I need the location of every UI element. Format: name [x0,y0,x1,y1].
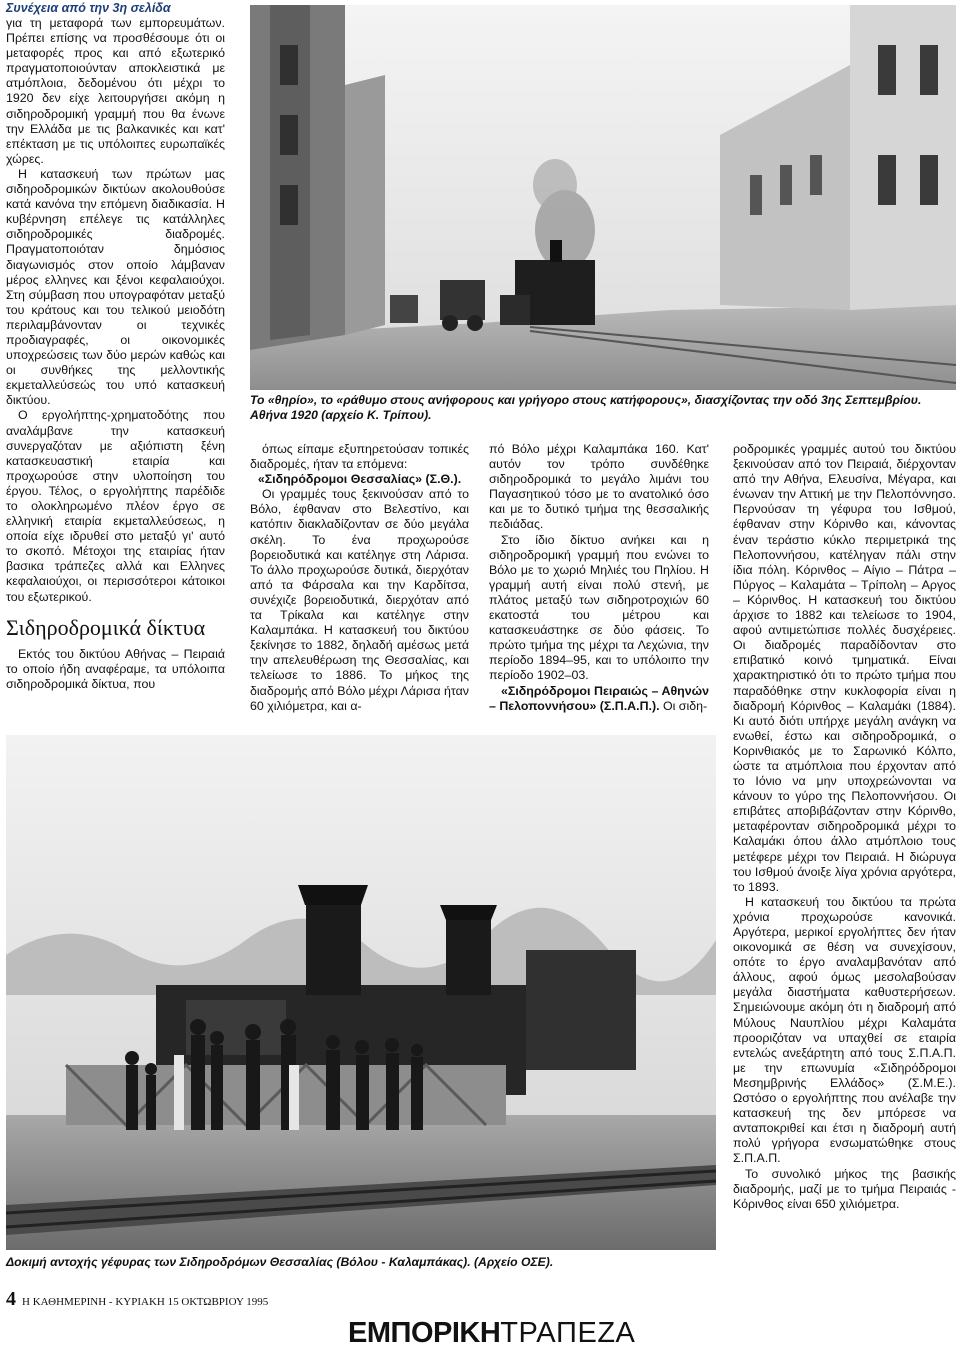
page-footer [6,1288,268,1311]
paragraph: «Σιδηρόδρομοι Πειραιώς – Αθηνών – Πελοποννήσου» (Σ.Π.Α.Π.). Οι σιδη- [489,683,709,713]
article-column-2 [250,442,469,727]
bridge-test-illustration [6,735,716,1250]
paragraph: Ο εργολήπτης-χρηματοδότης που αναλάμβανε την κατασκευή συνεργαζόταν με αξιόπιστη ξένη κατασκευαστική εταιρία και προχωρούσε στην υλοποίηση του έργου. Τέλος, ο εργολήπτης παρέδιδε το ολοκληρωμένο πλέον έργο σε ελληνική εταιρία εκμεταλλεύσεως, η οποία είχε ιδρυθεί στο μεταξύ γι' αυτό το σκοπό. Μέτοχοι της εταιρίας ήταν βασικα τράπεζες αλλά και Ελληνες κεφαλαιούχοι, οι περισσότεροι κάτοικοι του εξωτερικού. [6,408,225,604]
logo-light-part: ΤΡΑΠΕΖΑ [500,1317,636,1349]
paragraph: Οι γραμμές τους ξεκινούσαν από το Βόλο, έφθαναν στο Βελεστίνο, και κατόπιν διακλαδίζονταν σε δύο μεγάλα σκέλη. Το ένα προχωρούσε βορειοδυτικά και κατέληγε στη Λάρισα. Το άλλο προχωρούσε δυτικά, διερχόταν από τα Φάρσαλα και την Καρδίτσα, συνέχιζε βορειοδυτικά, διερχόταν από τα Τρίκαλα και κατέληγε στην Καλαμπάκα. Η κατασκευή του δικτύου ξεκίνησε το 1882, δηλαδή αμέσως μετά την απελευθέρωση της Θεσσαλίας, και τελείωσε το 1886. Το μήκος της διαδρομής από Βόλο μέχρι Λάρισα ήταν 60 χιλιόμετρα, και α- [250,487,469,713]
paragraph: Η κατασκευή του δικτύου τα πρώτα χρόνια προχωρούσε κανονικά. Αργότερα, μερικοί εργολήπτες δεν ήταν οικονομικά σε θέση να συνεχίσουν, οπότε το έργο αναλαμβανόταν από άλλους, αφού όμως μεσολαβούσαν μεγάλα διαστήματα καθυστερήσεων. Σημειώνουμε ακόμη ότι η διαδρομή από Μύλους Ναυπλίου μέχρι Καλαμάτα προοριζόταν να υπαχθεί σε εταιρία εντελώς ανεξάρτητη από τους Σ.Π.Α.Π. με την επωνυμία «Σιδηρόδρομοι Μεσημβρινής Ελλάδος» (Σ.Μ.Ε.). Ωστόσο ο εργολήπτης που ανέλαβε την κατασκευή της δεν μπόρεσε να ανταποκριθεί και έτσι η διαδρομή αυτή πολύ γρήγορα ενσωματώθηκε στους Σ.Π.Α.Π. [733,894,956,1166]
article-column-1 [6,16,225,724]
section-heading: Σιδηροδρομικά δίκτυα [6,614,206,640]
paragraph: ροδρομικές γραμμές αυτού του δικτύου ξεκινούσαν από τον Πειραιά, διέρχονταν από την Αθήνα, Ελευσίνα, Μέγαρα, και ένωναν την Αττική με την Πελοπόννησο. Περνούσαν τη γέφυρα του Ισθμού, έφθαναν στην Κόρινθο και, κάνοντας έναν τεράστιο κύκλο περιμετρικά της Πελοποννήσου, κατέληγαν πάλι στην ίδια πόλη. Κόρινθος – Αίγιο – Πάτρα – Πύργος – Καλαμάτα – Τρίπολη – Αργος – Κόρινθος. Η κατασκευή του δικτύου άρχισε το 1882 και τελείωσε το 1904, αφού αντιμετώπισε πολλές δυσχέρειες. Οι διαδρομές παραδίδονταν στο επιβατικό κοινό τμηματικά. Είναι χαρακτηριστικό ότι το πρώτο τμήμα που παραδόθηκε στην κυκλοφορία είναι η διαδρομή Κόρινθος – Καλαμάκι (1884). Κι αυτό διότι υπήρχε μεγάλη ανάγκη να ενωθεί, έστω και σιδηροδρομικά, ο Κορινθιακός με το Σαρωνικό Κόλπο, ώστε τα ατμόπλοια που έρχονταν από το Ιόνιο να μην υποχρεώνονται να κάνουν το γύρο της Πελοποννήσου. Οι επιβάτες αποβιβάζονταν στην Κόρινθο, μεταφέρονταν σιδηροδρομικά μέχρι το Καλαμάκι όπου άλλο ατμόπλοιο τους μετέφερε μέχρι τον Πειραιά. Η διώρυγα του Ισθμού άνοιξε λίγα χρόνια αργότερα, το 1893. [733,442,956,894]
street-train-photo [250,5,956,390]
article-column-3 [489,442,709,727]
emporiki-bank-logo [348,1318,635,1348]
paragraph: όπως είπαμε εξυπηρετούσαν τοπικές διαδρομές, ήταν τα επόμενα: [250,442,469,472]
logo-bold-part: ΕΜΠΟΡΙΚΗ [348,1317,501,1349]
photo-caption-2: Δοκιμή αντοχής γέφυρας των Σιδηροδρόμων Θεσσαλίας (Βόλου - Καλαμπάκας). (Αρχείο ΟΣΕ). [6,1255,554,1269]
bridge-test-photo [6,735,716,1250]
subheading-bold: «Σιδηρόδρομοι Θεσσαλίας» (Σ.Θ.). [257,472,462,487]
article-column-4 [733,442,956,1272]
street-train-illustration [250,5,956,390]
paragraph: Εκτός του δικτύου Αθήνας – Πειραιά το οποίο ήδη αναφέραμε, τα υπόλοιπα σιδηροδρομικά δίκτυα, που [6,646,225,691]
continuation-note: Συνέχεια από την 3η σελίδα [6,1,171,15]
paragraph: Το συνολικό μήκος της βασικής διαδρομής, μαζί με το τμήμα Πειραιάς - Κόρινθος είναι 650 χιλιόμετρα. [733,1166,956,1211]
paragraph: Η κατασκευή των πρώτων μας σιδηροδρομικών δικτύων ακολουθούσε κατά κανόνα την επόμενη διαδικασία. Η κυβέρνηση επέλεγε τις κατάλληλες σιδηροδρομικές διαδρομές. Πραγματοποιόταν δημόσιος διαγωνισμός στον οποίο λάμβαναν μέρος ελληνες και ξένοι κεφαλαιούχοι. Στη σύμβαση που υπογραφόταν μεταξύ του κράτους και του τελικού μειοδότη περιλαμβάνονταν οι τεχνικές προδιαγραφές, οι οικονομικές υποχρεώσεις των δύο μερών καθώς και οι συνθήκες της μελλοντικής εκμεταλλεύσεώς του υπό κατασκευή δικτύου. [6,166,225,408]
page-number: 4 [6,1288,16,1310]
paragraph: πό Βόλο μέχρι Καλαμπάκα 160. Κατ' αυτόν τον τρόπο συνδέθηκε σιδηροδρομικά το μεγάλο λιμάνι του Παγασητικού τόσο με το ανατολικό όσο και με το δυτικό τμήμα της θεσσαλικής πεδιάδας. [489,442,709,532]
photo-caption-1: Το «θηρίο», το «ράθυμο στους ανήφορους και γρήγορο στους κατήφορους», διασχίζοντας την οδό 3ης Σεπτεμβρίου. Αθήνα 1920 (αρχείο Κ. Τρίπου). [250,393,922,422]
paragraph: Στο ίδιο δίκτυο ανήκει και η σιδηροδρομική γραμμή που ενώνει το Βόλο με το χωριό Μηλιές του Πηλίου. Η γραμμή αυτή είναι πολύ στενή, με πλάτος μεταξύ των σιδηροτροχιών 60 εκατοστά του μέτρου και κατασκευάστηκε σε δύο φάσεις. Το πρώτο τμήμα της μέχρι τα Λεχώνια, την περίοδο 1894–95, και το υπόλοιπο την περίοδο 1902–03. [489,532,709,683]
newspaper-dateline: Η ΚΑΘΗΜΕΡΙΝΗ - ΚΥΡΙΑΚΗ 15 ΟΚΤΩΒΡΙΟΥ 1995 [22,1296,269,1308]
paragraph: για τη μεταφορά των εμπορευμάτων. Πρέπει επίσης να προσθέσουμε ότι οι μεταφορές προς και από εξωτερικό πραγματοποιούνταν αποκλειστικά με ατμόπλοια, δεδομένου ότι μέχρι το 1920 δεν είχε λειτουργήσει ακόμη η σιδηροδρομική γραμμή που θα ένωνε την Ελλάδα με τις βαλκανικές και κατ' επέκταση με τις υπόλοιπες ευρωπαϊκές χώρες. [6,16,225,166]
